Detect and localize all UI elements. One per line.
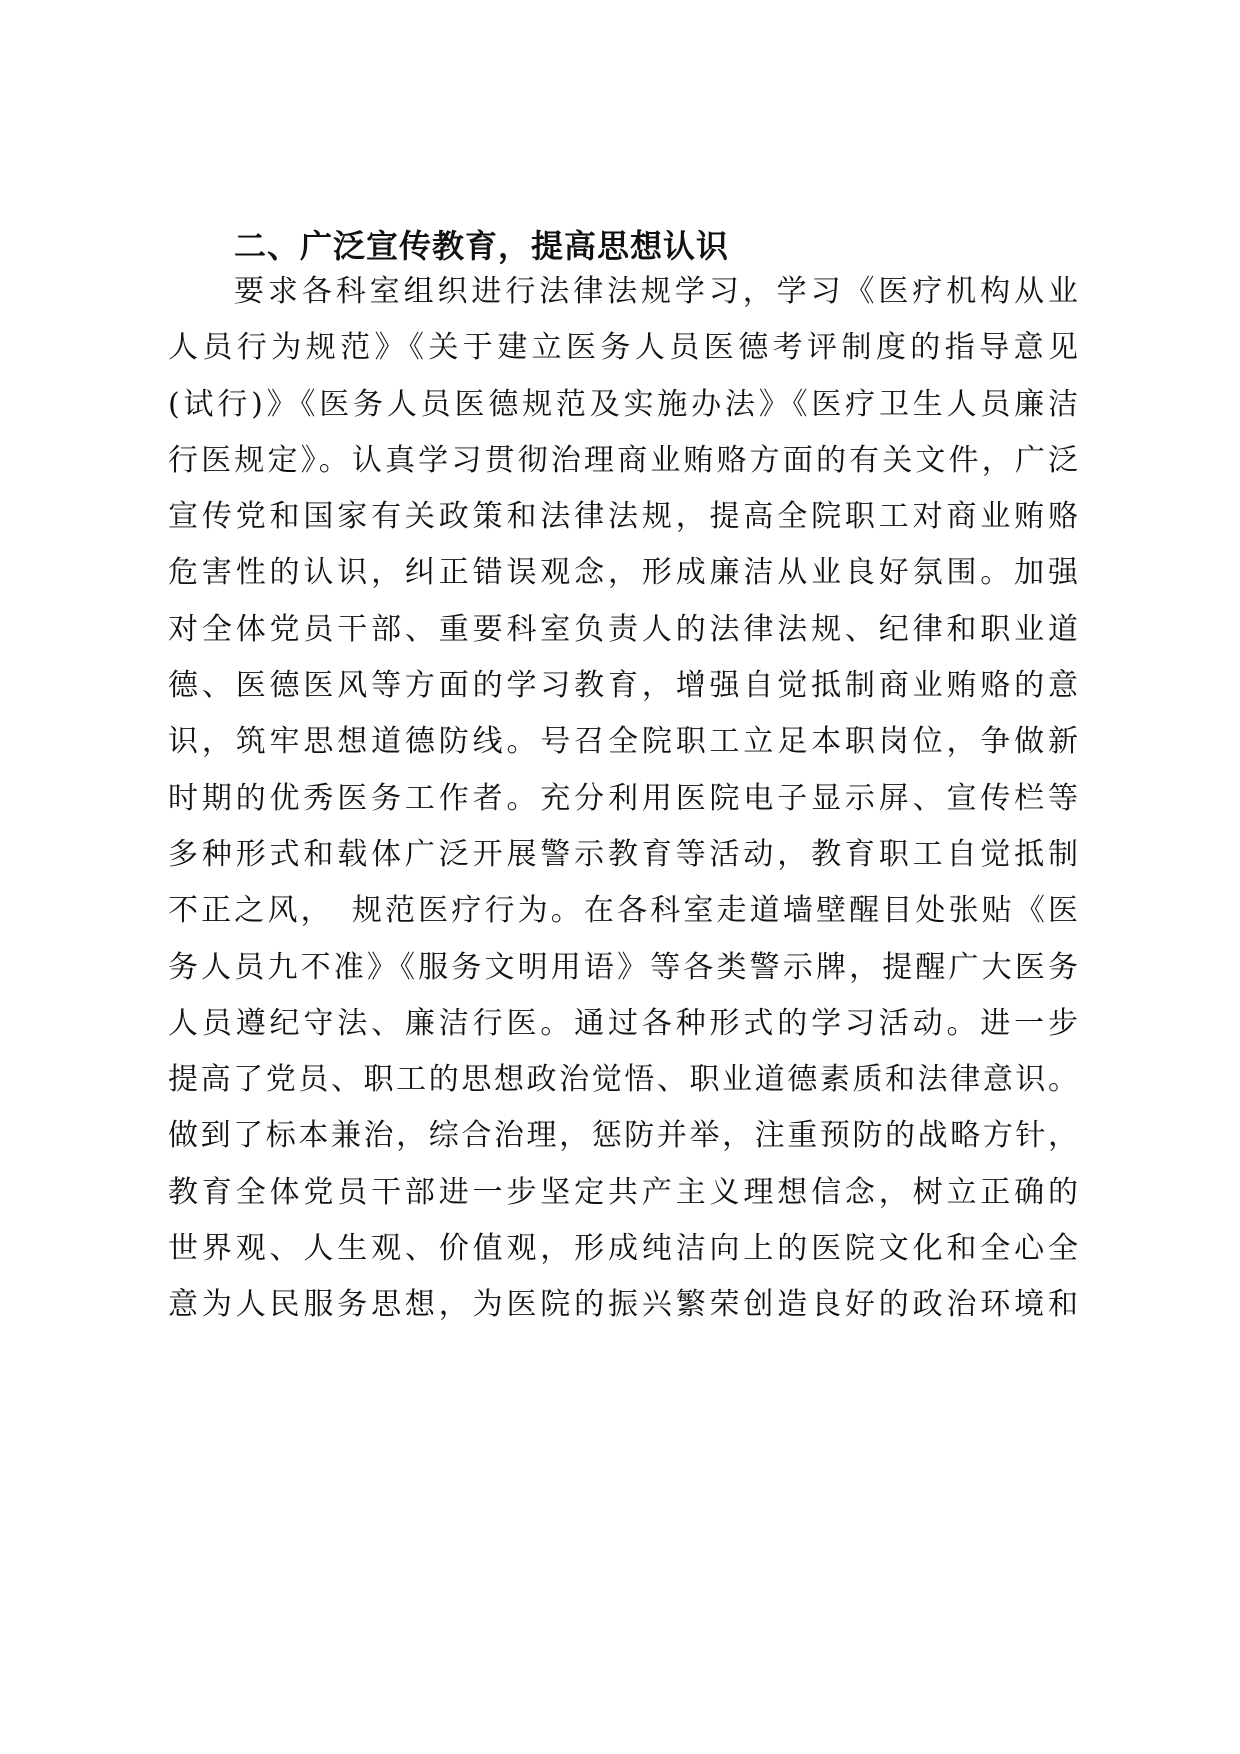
paragraph-line: 提高了党员、职工的思想政治觉悟、职业道德素质和法律意识。 [168,1062,1078,1098]
paragraph-line: 多种形式和载体广泛开展警示教育等活动，教育职工自觉抵制 [168,836,1078,872]
paragraph-line: 对全体党员干部、重要科室负责人的法律法规、纪律和职业道 [168,611,1078,647]
paragraph-line: (试行)》《医务人员医德规范及实施办法》《医疗卫生人员廉洁 [168,386,1078,422]
paragraph-line: 人员行为规范》《关于建立医务人员医德考评制度的指导意见 [168,330,1078,366]
section-heading: 二、广泛宣传教育，提高思想认识 [234,227,730,265]
paragraph-line: 时期的优秀医务工作者。充分利用医院电子显示屏、宣传栏等 [168,780,1078,816]
paragraph-line: 危害性的认识，纠正错误观念，形成廉洁从业良好氛围。加强 [168,555,1078,591]
paragraph-line: 宣传党和国家有关政策和法律法规，提高全院职工对商业贿赂 [168,499,1078,535]
body-paragraph [168,264,1078,1334]
paragraph-line: 意为人民服务思想，为医院的振兴繁荣创造良好的政治环境和 [168,1287,1078,1323]
paragraph-line: 识，筑牢思想道德防线。号召全院职工立足本职岗位，争做新 [168,724,1078,760]
paragraph-line: 不正之风， 规范医疗行为。在各科室走道墙壁醒目处张贴《医 [168,893,1078,929]
paragraph-line: 教育全体党员干部进一步坚定共产主义理想信念，树立正确的 [168,1174,1078,1210]
paragraph-line: 做到了标本兼治，综合治理，惩防并举，注重预防的战略方针， [168,1118,1078,1154]
paragraph-line: 德、医德医风等方面的学习教育，增强自觉抵制商业贿赂的意 [168,668,1078,704]
paragraph-line: 要求各科室组织进行法律法规学习，学习《医疗机构从业 [234,274,1078,309]
paragraph-line: 人员遵纪守法、廉洁行医。通过各种形式的学习活动。进一步 [168,1005,1078,1041]
paragraph-line: 行医规定》。认真学习贯彻治理商业贿赂方面的有关文件，广泛 [168,442,1078,478]
paragraph-line: 务人员九不准》《服务文明用语》等各类警示牌，提醒广大医务 [168,949,1078,985]
paragraph-line: 世界观、人生观、价值观，形成纯洁向上的医院文化和全心全 [168,1231,1078,1267]
